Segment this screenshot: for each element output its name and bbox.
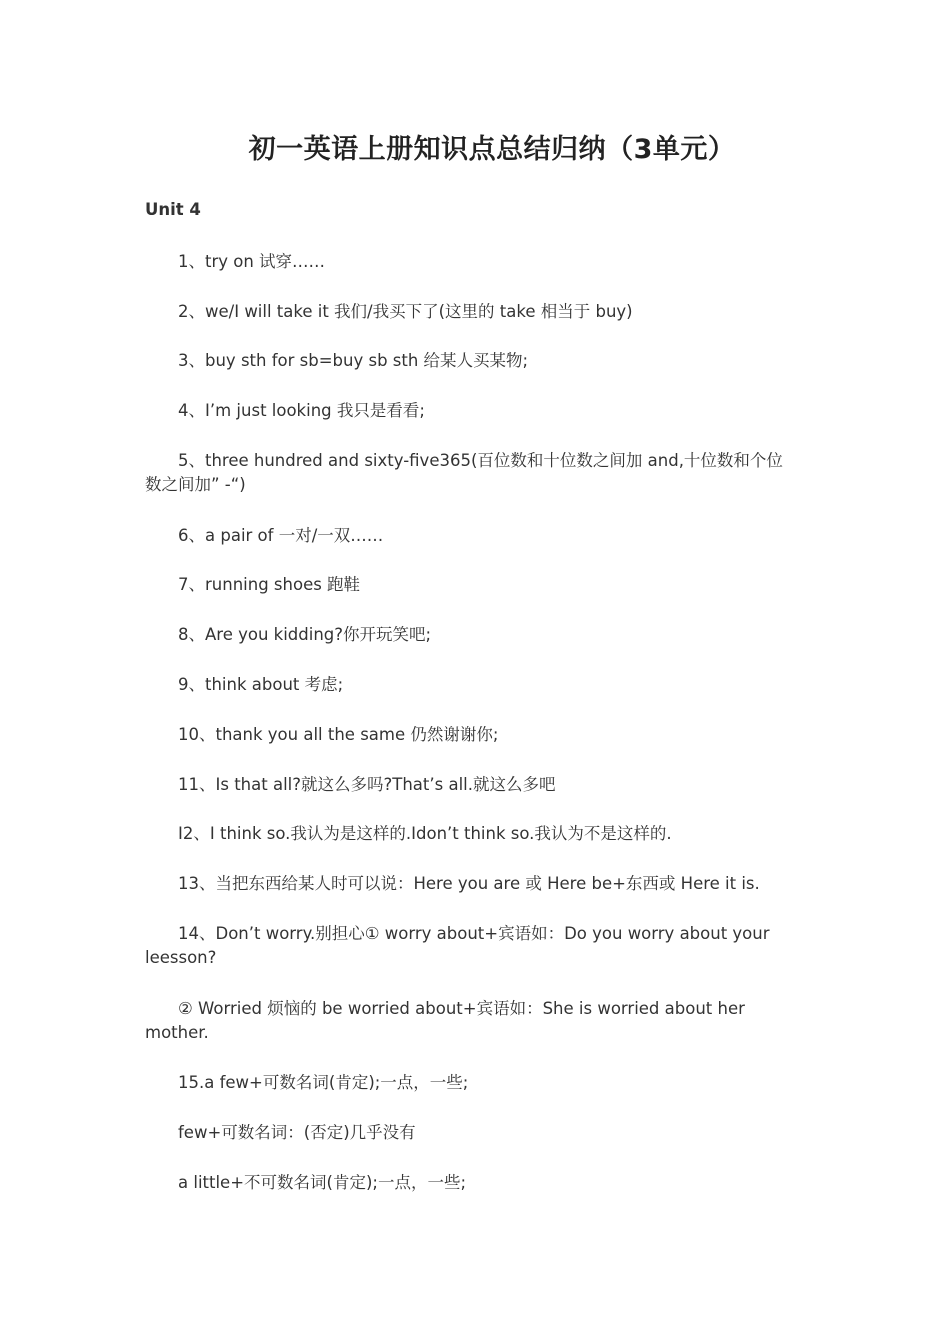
unit-heading: Unit 4 (145, 200, 201, 219)
list-item: 10、thank you all the same 仍然谢谢你; (178, 725, 499, 744)
list-item: 2、we/I will take it 我们/我买下了(这里的 take 相当于 buy) (178, 302, 633, 321)
list-item: 5、three hundred and sixty-five365(百位数和十位数之间加 and,十位数和个位数之间加” -“) (145, 451, 783, 494)
list-item: 4、I’m just looking 我只是看看; (178, 401, 425, 420)
list-item: ② Worried 烦恼的 be worried about+宾语如：She is worried about her mother. (145, 999, 745, 1042)
list-item: 6、a pair of 一对/一双…… (178, 526, 384, 545)
list-item: 1、try on 试穿…… (178, 252, 326, 271)
list-item: 3、buy sth for sb=buy sb sth 给某人买某物; (178, 351, 529, 370)
list-item: 15.a few+可数名词(肯定);一点，一些; (178, 1073, 469, 1092)
document-title: 初一英语上册知识点总结归纳（3单元） (248, 134, 736, 165)
list-item: 8、Are you kidding?你开玩笑吧; (178, 625, 432, 644)
list-item: 9、think about 考虑; (178, 675, 344, 694)
list-item: I2、I think so.我认为是这样的.Idon’t think so.我认为不是这样的. (178, 824, 672, 843)
list-item: 13、当把东西给某人时可以说：Here you are 或 Here be+东西或 Here it is. (178, 874, 760, 893)
list-item: few+可数名词：(否定)几乎没有 (178, 1123, 416, 1142)
list-item: 7、running shoes 跑鞋 (178, 575, 361, 594)
list-item: 14、Don’t worry.别担心① worry about+宾语如：Do you worry about your leesson? (145, 924, 770, 967)
list-item: a little+不可数名词(肯定);一点，一些; (178, 1173, 467, 1192)
list-item: 11、Is that all?就这么多吗?That’s all.就这么多吧 (178, 775, 556, 794)
